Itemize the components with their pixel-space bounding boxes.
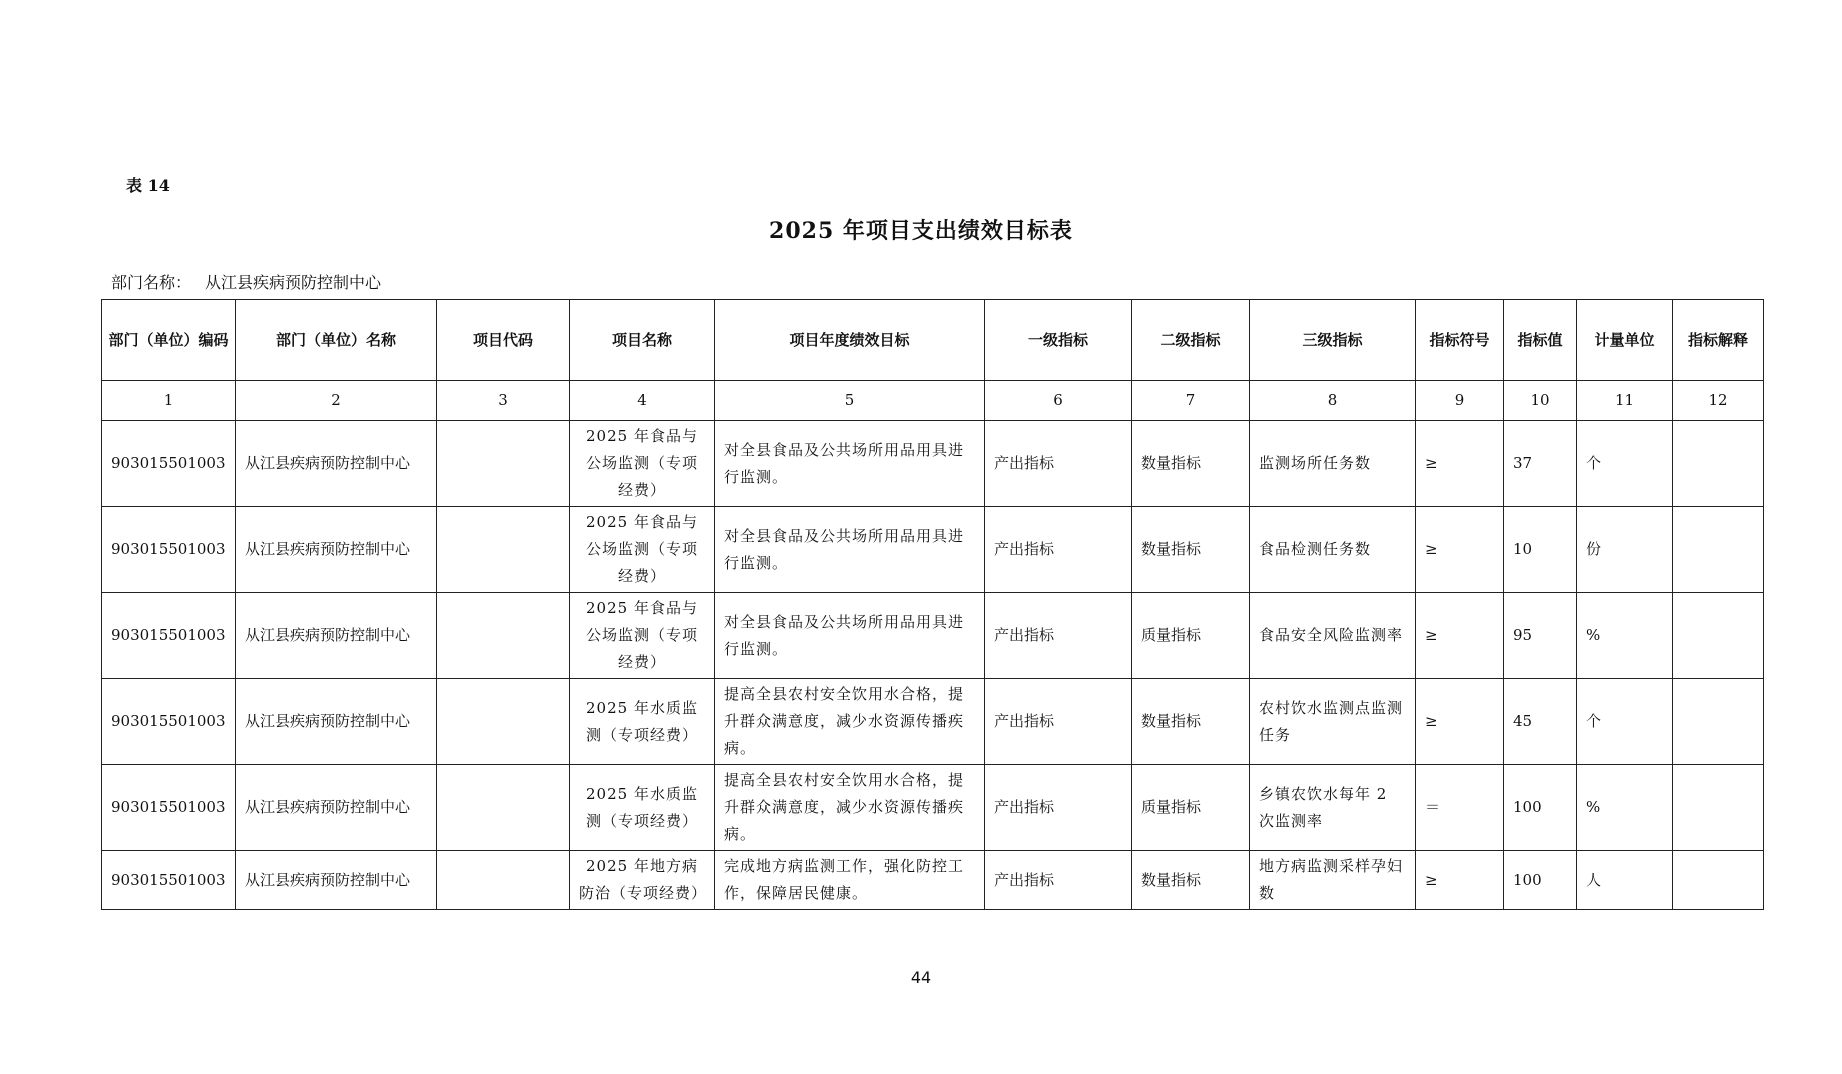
level2-cell: 数量指标 <box>1132 679 1250 765</box>
header-level2-indicator: 二级指标 <box>1132 300 1250 381</box>
unit-cell: % <box>1577 765 1673 851</box>
goal-cell: 提高全县农村安全饮用水合格，提升群众满意度，减少水资源传播疾病。 <box>715 765 985 851</box>
table-row <box>102 421 1764 507</box>
dept-name-cell: 从江县疾病预防控制中心 <box>236 507 437 593</box>
explanation-cell <box>1673 765 1764 851</box>
project-name-cell: 2025 年食品与公场监测（专项经费） <box>570 421 715 507</box>
header-level3-indicator: 三级指标 <box>1250 300 1416 381</box>
explanation-cell <box>1673 507 1764 593</box>
goal-cell: 提高全县农村安全饮用水合格，提升群众满意度，减少水资源传播疾病。 <box>715 679 985 765</box>
goal-cell: 对全县食品及公共场所用品用具进行监测。 <box>715 507 985 593</box>
value-cell: 95 <box>1504 593 1577 679</box>
symbol-cell: ≥ <box>1416 593 1504 679</box>
symbol-cell: ≥ <box>1416 851 1504 910</box>
column-number: 5 <box>715 381 985 421</box>
unit-cell: 份 <box>1577 507 1673 593</box>
performance-target-table <box>101 299 1764 910</box>
level2-cell: 数量指标 <box>1132 507 1250 593</box>
column-number: 4 <box>570 381 715 421</box>
header-dept-code: 部门（单位）编码 <box>102 300 236 381</box>
column-number: 8 <box>1250 381 1416 421</box>
header-indicator-explanation: 指标解释 <box>1673 300 1764 381</box>
department-label: 部门名称： <box>111 273 192 292</box>
column-number: 12 <box>1673 381 1764 421</box>
column-number: 9 <box>1416 381 1504 421</box>
dept-name-cell: 从江县疾病预防控制中心 <box>236 593 437 679</box>
table-row <box>102 507 1764 593</box>
level3-cell: 食品安全风险监测率 <box>1250 593 1416 679</box>
symbol-cell: ≥ <box>1416 679 1504 765</box>
unit-cell: % <box>1577 593 1673 679</box>
explanation-cell <box>1673 593 1764 679</box>
value-cell: 100 <box>1504 765 1577 851</box>
symbol-cell: ＝ <box>1416 765 1504 851</box>
department-line <box>111 270 381 293</box>
column-number-row <box>102 381 1764 421</box>
explanation-cell <box>1673 679 1764 765</box>
dept-name-cell: 从江县疾病预防控制中心 <box>236 851 437 910</box>
header-project-code: 项目代码 <box>437 300 570 381</box>
dept-code-cell: 903015501003 <box>102 593 236 679</box>
unit-cell: 个 <box>1577 421 1673 507</box>
header-indicator-symbol: 指标符号 <box>1416 300 1504 381</box>
level1-cell: 产出指标 <box>985 593 1132 679</box>
value-cell: 45 <box>1504 679 1577 765</box>
level3-cell: 地方病监测采样孕妇数 <box>1250 851 1416 910</box>
header-dept-name: 部门（单位）名称 <box>236 300 437 381</box>
column-number: 3 <box>437 381 570 421</box>
project-code-cell <box>437 421 570 507</box>
page-number: 44 <box>910 968 932 987</box>
symbol-cell: ≥ <box>1416 421 1504 507</box>
dept-code-cell: 903015501003 <box>102 679 236 765</box>
level3-cell: 监测场所任务数 <box>1250 421 1416 507</box>
department-name: 从江县疾病预防控制中心 <box>205 273 382 292</box>
project-name-cell: 2025 年地方病防治（专项经费） <box>570 851 715 910</box>
table-row <box>102 679 1764 765</box>
project-name-cell: 2025 年食品与公场监测（专项经费） <box>570 593 715 679</box>
column-number: 6 <box>985 381 1132 421</box>
unit-cell: 个 <box>1577 679 1673 765</box>
dept-code-cell: 903015501003 <box>102 765 236 851</box>
level1-cell: 产出指标 <box>985 679 1132 765</box>
column-number: 10 <box>1504 381 1577 421</box>
header-level1-indicator: 一级指标 <box>985 300 1132 381</box>
goal-cell: 完成地方病监测工作，强化防控工作，保障居民健康。 <box>715 851 985 910</box>
header-unit: 计量单位 <box>1577 300 1673 381</box>
table-row <box>102 851 1764 910</box>
project-code-cell <box>437 851 570 910</box>
value-cell: 37 <box>1504 421 1577 507</box>
project-code-cell <box>437 765 570 851</box>
goal-cell: 对全县食品及公共场所用品用具进行监测。 <box>715 593 985 679</box>
project-code-cell <box>437 507 570 593</box>
level1-cell: 产出指标 <box>985 765 1132 851</box>
level1-cell: 产出指标 <box>985 421 1132 507</box>
table-row <box>102 765 1764 851</box>
level2-cell: 数量指标 <box>1132 421 1250 507</box>
dept-code-cell: 903015501003 <box>102 421 236 507</box>
dept-name-cell: 从江县疾病预防控制中心 <box>236 679 437 765</box>
explanation-cell <box>1673 851 1764 910</box>
project-code-cell <box>437 593 570 679</box>
column-number: 7 <box>1132 381 1250 421</box>
page-title: 2025 年项目支出绩效目标表 <box>769 218 1073 244</box>
explanation-cell <box>1673 421 1764 507</box>
header-project-name: 项目名称 <box>570 300 715 381</box>
level3-cell: 乡镇农饮水每年 2 次监测率 <box>1250 765 1416 851</box>
dept-code-cell: 903015501003 <box>102 507 236 593</box>
column-number: 1 <box>102 381 236 421</box>
unit-cell: 人 <box>1577 851 1673 910</box>
value-cell: 10 <box>1504 507 1577 593</box>
project-name-cell: 2025 年水质监测（专项经费） <box>570 765 715 851</box>
dept-code-cell: 903015501003 <box>102 851 236 910</box>
header-annual-goal: 项目年度绩效目标 <box>715 300 985 381</box>
level1-cell: 产出指标 <box>985 851 1132 910</box>
dept-name-cell: 从江县疾病预防控制中心 <box>236 765 437 851</box>
value-cell: 100 <box>1504 851 1577 910</box>
project-code-cell <box>437 679 570 765</box>
level2-cell: 数量指标 <box>1132 851 1250 910</box>
level1-cell: 产出指标 <box>985 507 1132 593</box>
level3-cell: 农村饮水监测点监测任务 <box>1250 679 1416 765</box>
table-number: 表 14 <box>126 176 170 195</box>
header-row <box>102 300 1764 381</box>
symbol-cell: ≥ <box>1416 507 1504 593</box>
level3-cell: 食品检测任务数 <box>1250 507 1416 593</box>
dept-name-cell: 从江县疾病预防控制中心 <box>236 421 437 507</box>
header-indicator-value: 指标值 <box>1504 300 1577 381</box>
level2-cell: 质量指标 <box>1132 765 1250 851</box>
column-number: 2 <box>236 381 437 421</box>
level2-cell: 质量指标 <box>1132 593 1250 679</box>
column-number: 11 <box>1577 381 1673 421</box>
project-name-cell: 2025 年水质监测（专项经费） <box>570 679 715 765</box>
project-name-cell: 2025 年食品与公场监测（专项经费） <box>570 507 715 593</box>
table-row <box>102 593 1764 679</box>
goal-cell: 对全县食品及公共场所用品用具进行监测。 <box>715 421 985 507</box>
